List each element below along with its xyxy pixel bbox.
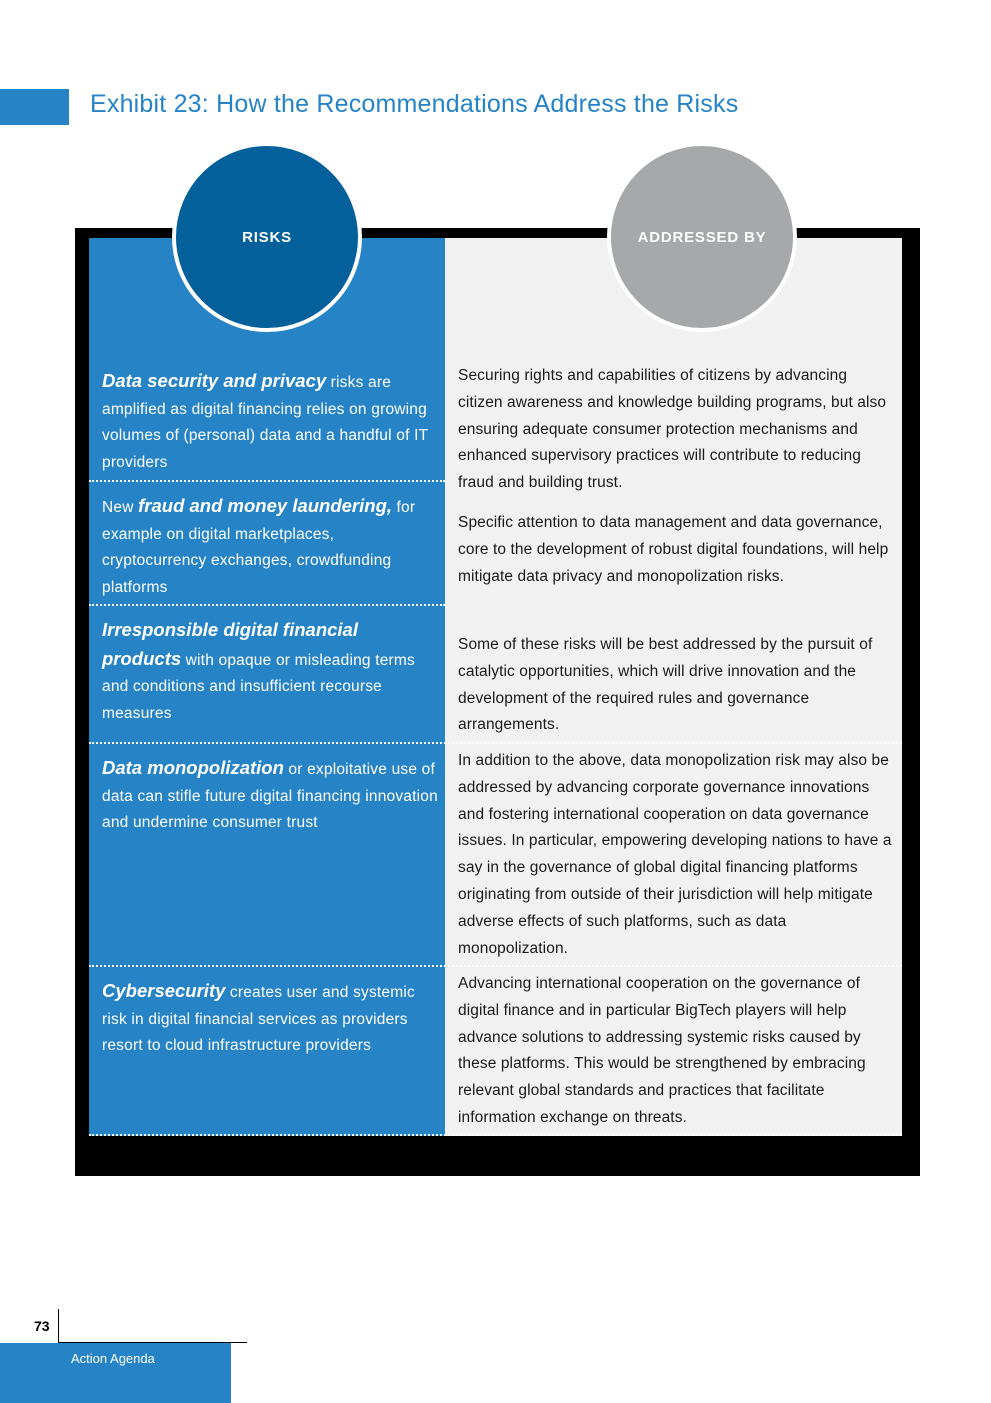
risk-item-irresponsible-products [102, 617, 438, 727]
risk-keyword: Data security and privacy [102, 370, 327, 391]
addressed-by-paragraph: Some of these risks will be best addressed by the pursuit of catalytic opportunities, which will drive innovation and the development of the required rules and governance arrangements. [458, 636, 873, 734]
risk-description: risks are amplified as digital financing relies on growing volumes of (personal) data and a handful of IT providers [102, 374, 428, 471]
risk-keyword: Data monopolization [102, 757, 284, 778]
risks-header-circle [172, 142, 362, 332]
footer-section-label: Action Agenda [71, 1351, 155, 1366]
addressed-by-paragraph: In addition to the above, data monopolization risk may also be addressed by advancing corporate governance innovations and fostering international cooperation on data governance issues. In particular, empowering developing nations to have a say in the governance of global digital financing platforms originating from outside of their jurisdiction will help mitigate adverse effects of such platforms, such as data monopolization. [458, 752, 892, 957]
row-divider [89, 742, 902, 744]
addressed-by-paragraph: Advancing international cooperation on the governance of digital finance and in particular BigTech players will help advance solutions to addressing systemic risks caused by these platforms. This would be strengthened by embracing relevant global standards and practices that facilitate information exchange on threats. [458, 975, 866, 1126]
risk-keyword: Irresponsible digital financial products [102, 619, 358, 669]
row-divider [89, 1134, 902, 1136]
exhibit-title: Exhibit 23: How the Recommendations Address the Risks [90, 90, 739, 118]
risk-item-fraud [102, 493, 438, 601]
risk-item-cybersecurity [102, 978, 438, 1060]
addressed-by-paragraph: Securing rights and capabilities of citizens by advancing citizen awareness and knowledge building programs, but also ensuring adequate consumer protection mechanisms and enhanced supervisory practices will contribute to reducing fraud and building trust. [458, 367, 887, 492]
risk-description: creates user and systemic risk in digital financial services as providers resort to cloud infrastructure providers [102, 984, 415, 1054]
risk-item-data-security [102, 368, 438, 476]
page-number: 73 [34, 1318, 50, 1334]
risk-description: for example on digital marketplaces, cryptocurrency exchanges, crowdfunding platforms [102, 499, 416, 596]
risk-description: or exploitative use of data can stifle future digital financing innovation and undermine consumer trust [102, 761, 438, 831]
row-divider [89, 604, 445, 606]
risk-item-data-monopolization [102, 755, 438, 837]
risks-header-label: RISKS [242, 228, 292, 246]
risk-keyword: Cybersecurity [102, 980, 226, 1001]
addressed-by-header-circle [607, 142, 797, 332]
risk-prefix: New [102, 499, 139, 516]
title-accent-bar [0, 89, 69, 125]
row-divider [89, 480, 445, 482]
risk-keyword: fraud and money laundering, [138, 495, 393, 516]
risk-description: with opaque or misleading terms and conditions and insufficient recourse measures [102, 651, 415, 722]
addressed-by-header-label: ADDRESSED BY [637, 228, 767, 246]
row-divider [89, 965, 902, 967]
addressed-by-paragraph: Specific attention to data management and data governance, core to the development of robust digital foundations, will help mitigate data privacy and monopolization risks. [458, 514, 889, 585]
